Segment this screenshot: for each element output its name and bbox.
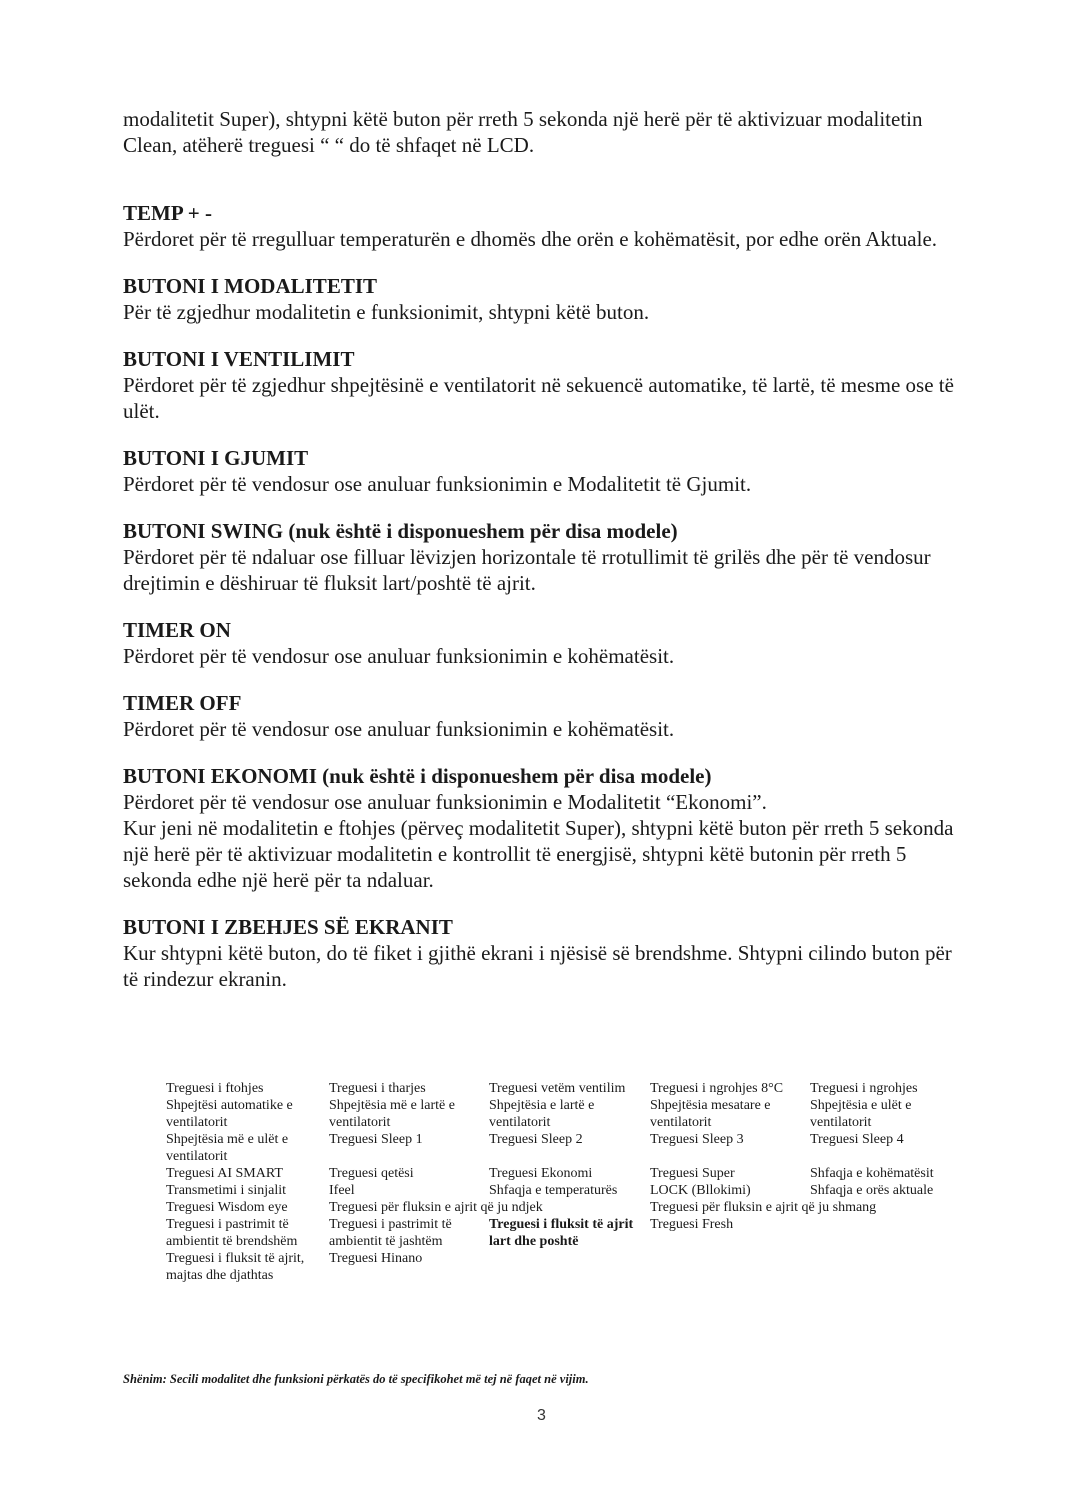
- legend-cell: [810, 1250, 966, 1284]
- legend-cell: Shpejtësia më e lartë e ventilatorit: [329, 1098, 455, 1130]
- section-heading: BUTONI EKONOMI (nuk është i disponueshem për disa modele): [123, 764, 712, 788]
- legend-cell: Shpejtësia mesatare e ventilatorit: [650, 1098, 771, 1130]
- section-body: Përdoret për të vendosur ose anuluar funksionimin e Modalitetit të Gjumit.: [123, 472, 752, 496]
- legend-cell: Treguesi Hinano: [329, 1251, 423, 1266]
- table-row: [166, 1165, 966, 1182]
- section-body: Përdoret për të ndaluar ose filluar lëvizjen horizontale të rrotullimit të grilës dhe për të vendosur drejtimin e dëshiruar të fluksit lart/poshtë të ajrit.: [123, 545, 931, 595]
- legend-cell: Treguesi AI SMART: [166, 1166, 283, 1181]
- section-temp: [123, 200, 963, 252]
- legend-cell: Treguesi për fluksin e ajrit që ju shmang: [650, 1200, 877, 1215]
- legend-cell: Shpejtësia e ulët e ventilatorit: [810, 1098, 912, 1130]
- legend-cell: Treguesi për fluksin e ajrit që ju ndjek: [329, 1200, 543, 1215]
- legend-cell: Treguesi Sleep 3: [650, 1132, 744, 1147]
- table-row: [166, 1250, 966, 1284]
- legend-cell: Treguesi qetësi: [329, 1166, 414, 1181]
- section-body: Përdoret për të rregulluar temperaturën e dhomës dhe orën e kohëmatësit, por edhe orën Aktuale.: [123, 227, 938, 251]
- section-heading: TIMER OFF: [123, 691, 242, 715]
- section-fan-button: [123, 346, 963, 424]
- table-row: [166, 1080, 966, 1097]
- section-body: Përdoret për të vendosur ose anuluar funksionimin e kohëmatësit.: [123, 717, 675, 741]
- page-number: 3: [537, 1407, 546, 1424]
- legend-cell: Shfaqja e kohëmatësit: [810, 1166, 934, 1181]
- legend-cell: Treguesi Fresh: [650, 1217, 734, 1232]
- section-body: Përdoret për të zgjedhur shpejtësinë e ventilatorit në sekuencë automatike, të lartë, të mesme ose të ulët.: [123, 373, 954, 423]
- legend-cell: LOCK (Bllokimi): [650, 1183, 751, 1198]
- section-body-extra: Kur jeni në modalitetin e ftohjes (përveç modalitetit Super), shtypni këtë buton për rreth 5 sekonda një herë për të aktivizuar modalitetin e kontrollit të energjisë, shtypni këtë butonin për rreth 5 sekonda edhe një herë për ta ndaluar.: [123, 816, 954, 892]
- legend-cell: Treguesi i pastrimit të ambientit të brendshëm: [166, 1217, 298, 1249]
- section-swing-button: [123, 518, 963, 596]
- legend-cell: Treguesi i pastrimit të ambientit të jashtëm: [329, 1217, 452, 1249]
- section-heading: BUTONI SWING (nuk është i disponueshem për disa modele): [123, 519, 678, 543]
- section-heading: BUTONI I VENTILIMIT: [123, 347, 355, 371]
- legend-cell: [489, 1250, 650, 1284]
- section-heading: TEMP + -: [123, 201, 212, 225]
- legend-cell: Shpejtësia më e ulët e ventilatorit: [166, 1132, 289, 1164]
- legend-cell: Treguesi i ftohjes: [166, 1081, 264, 1096]
- section-mode-button: [123, 273, 963, 325]
- legend-cell: Shpejtësi automatike e ventilatorit: [166, 1098, 293, 1130]
- indicator-legend: [166, 1080, 966, 1284]
- legend-cell: Treguesi Super: [650, 1166, 735, 1181]
- legend-cell: [810, 1216, 966, 1250]
- legend-cell: Treguesi vetëm ventilim: [489, 1081, 626, 1096]
- section-body: Kur shtypni këtë buton, do të fiket i gjithë ekrani i njësisë së brendshme. Shtypni cilindo buton për të rindezur ekranin.: [123, 941, 952, 991]
- table-row: [166, 1097, 966, 1131]
- section-heading: BUTONI I MODALITETIT: [123, 274, 378, 298]
- legend-cell: Shfaqja e temperaturës: [489, 1183, 618, 1198]
- legend-cell: [650, 1250, 810, 1284]
- section-heading: BUTONI I GJUMIT: [123, 446, 309, 470]
- legend-cell: Treguesi Sleep 2: [489, 1132, 583, 1147]
- legend-cell: Shpejtësia e lartë e ventilatorit: [489, 1098, 595, 1130]
- legend-table: [166, 1080, 966, 1284]
- legend-cell: Treguesi i fluksit të ajrit lart dhe poshtë: [489, 1217, 634, 1249]
- intro-paragraph: modalitetit Super), shtypni këtë buton për rreth 5 sekonda një herë për të aktivizuar modalitetin Clean, atëherë treguesi “ “ do të shfaqet në LCD.: [123, 107, 923, 157]
- legend-cell: Transmetimi i sinjalit: [166, 1183, 287, 1198]
- section-display-dim-button: [123, 914, 963, 992]
- document-body: [123, 106, 963, 992]
- legend-cell: Treguesi i ngrohjes: [810, 1081, 918, 1096]
- section-timer-off: [123, 690, 963, 742]
- table-row: [166, 1182, 966, 1199]
- section-heading: TIMER ON: [123, 618, 231, 642]
- legend-cell: Treguesi i fluksit të ajrit, majtas dhe djathtas: [166, 1251, 305, 1283]
- table-row: [166, 1199, 966, 1216]
- legend-cell: Treguesi i tharjes: [329, 1081, 426, 1096]
- table-row: [166, 1131, 966, 1165]
- section-economy-button: [123, 763, 963, 893]
- legend-cell: Treguesi Sleep 1: [329, 1132, 423, 1147]
- section-body: Përdoret për të vendosur ose anuluar funksionimin e Modalitetit “Ekonomi”.: [123, 790, 767, 814]
- legend-cell: Treguesi Sleep 4: [810, 1132, 904, 1147]
- legend-cell: Shfaqja e orës aktuale: [810, 1183, 934, 1198]
- legend-cell: Ifeel: [329, 1183, 355, 1198]
- legend-cell: Treguesi Wisdom eye: [166, 1200, 288, 1215]
- legend-cell: Treguesi i ngrohjes 8°C: [650, 1081, 784, 1096]
- legend-cell: Treguesi Ekonomi: [489, 1166, 593, 1181]
- section-heading: BUTONI I ZBEHJES SË EKRANIT: [123, 915, 453, 939]
- section-timer-on: [123, 617, 963, 669]
- section-body: Përdoret për të vendosur ose anuluar funksionimin e kohëmatësit.: [123, 644, 675, 668]
- table-row: [166, 1216, 966, 1250]
- section-sleep-button: [123, 445, 963, 497]
- footnote: Shënim: Secili modalitet dhe funksioni përkatës do të specifikohet më tej në faqet në vijim.: [123, 1372, 589, 1386]
- section-body: Për të zgjedhur modalitetin e funksionimit, shtypni këtë buton.: [123, 300, 650, 324]
